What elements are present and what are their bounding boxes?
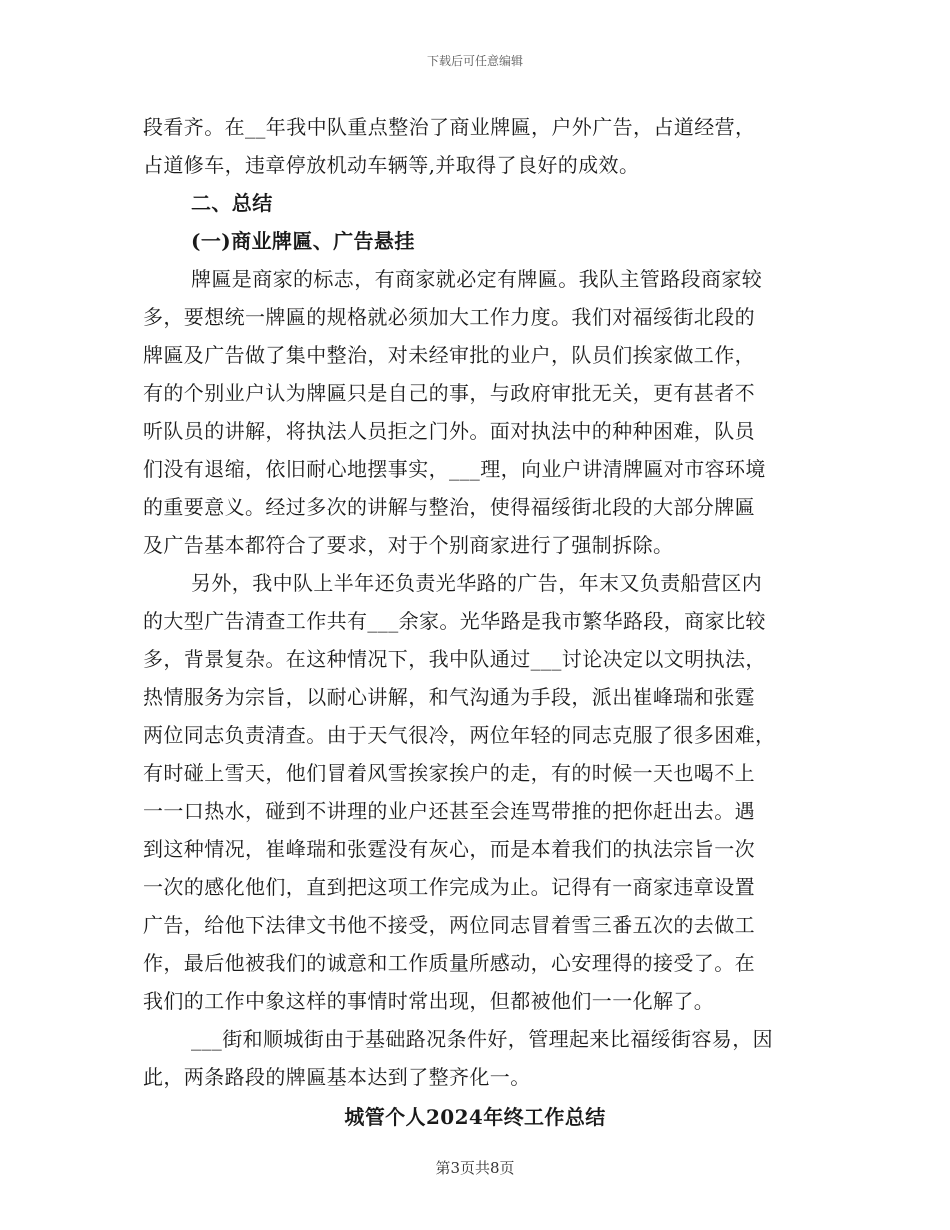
paragraph-line: 到这种情况，崔峰瑞和张霆没有灰心，而是本着我们的执法宗旨一次	[143, 837, 755, 861]
paragraph-line: 一次的感化他们，直到把这项工作完成为止。记得有一商家违章设置	[143, 875, 755, 899]
body-line: 占道修车，违章停放机动车辆等,并取得了良好的成效。	[143, 153, 640, 177]
paragraph-line: 热情服务为宗旨，以耐心讲解，和气沟通为手段，派出崔峰瑞和张霆	[143, 685, 755, 709]
paragraph-line: 两位同志负责清查。由于天气很冷，两位年轻的同志克服了很多困难，	[143, 723, 776, 747]
paragraph-line: 及广告基本都符合了要求，对于个别商家进行了强制拆除。	[143, 533, 674, 557]
body-line: 段看齐。在__年我中队重点整治了商业牌匾，户外广告，占道经营，	[143, 115, 756, 139]
paragraph-line: 牌匾是商家的标志，有商家就必定有牌匾。我队主管路段商家较	[191, 267, 763, 291]
paragraph-line: ___街和顺城街由于基础路况条件好，管理起来比福绥街容易，因	[191, 1027, 773, 1051]
page-header: 下载后可任意编辑	[426, 54, 523, 68]
page-footer: 第3页共8页	[435, 1159, 515, 1177]
paragraph-line: 作，最后他被我们的诚意和工作质量所感动，心安理得的接受了。在	[143, 951, 755, 975]
document-body	[143, 108, 807, 1136]
document-title: 城管个人2024年终工作总结	[344, 1105, 606, 1129]
paragraph-line: 有的个别业户认为牌匾只是自己的事，与政府审批无关，更有甚者不	[143, 381, 755, 405]
paragraph-line: 此，两条路段的牌匾基本达到了整齐化一。	[143, 1065, 531, 1089]
paragraph-line: 听队员的讲解，将执法人员拒之门外。面对执法中的种种困难，队员	[143, 419, 755, 443]
paragraph-line: 的大型广告清查工作共有___余家。光华路是我市繁华路段，商家比较	[143, 609, 766, 633]
paragraph-line: 多，要想统一牌匾的规格就必须加大工作力度。我们对福绥街北段的	[143, 305, 755, 329]
paragraph-line: 另外，我中队上半年还负责光华路的广告，年末又负责船营区内	[191, 571, 763, 595]
paragraph-line: 多，背景复杂。在这种情况下，我中队通过___讨论决定以文明执法，	[143, 647, 766, 671]
paragraph-line: 一一口热水，碰到不讲理的业户还甚至会连骂带推的把你赶出去。遇	[143, 799, 755, 823]
paragraph-line: 广告，给他下法律文书他不接受，两位同志冒着雪三番五次的去做工	[143, 913, 755, 937]
subsection-heading: (一)商业牌匾、广告悬挂	[191, 229, 415, 253]
section-heading: 二、总结	[191, 191, 273, 215]
paragraph-line: 我们的工作中象这样的事情时常出现，但都被他们一一化解了。	[143, 989, 715, 1013]
paragraph-line: 们没有退缩，依旧耐心地摆事实，___理，向业户讲清牌匾对市容环境	[143, 457, 766, 481]
paragraph-line: 的重要意义。经过多次的讲解与整治，使得福绥街北段的大部分牌匾	[143, 495, 755, 519]
paragraph-line: 牌匾及广告做了集中整治，对未经审批的业户，队员们挨家做工作，	[143, 343, 755, 367]
paragraph-line: 有时碰上雪天，他们冒着风雪挨家挨户的走，有的时候一天也喝不上	[143, 761, 755, 785]
